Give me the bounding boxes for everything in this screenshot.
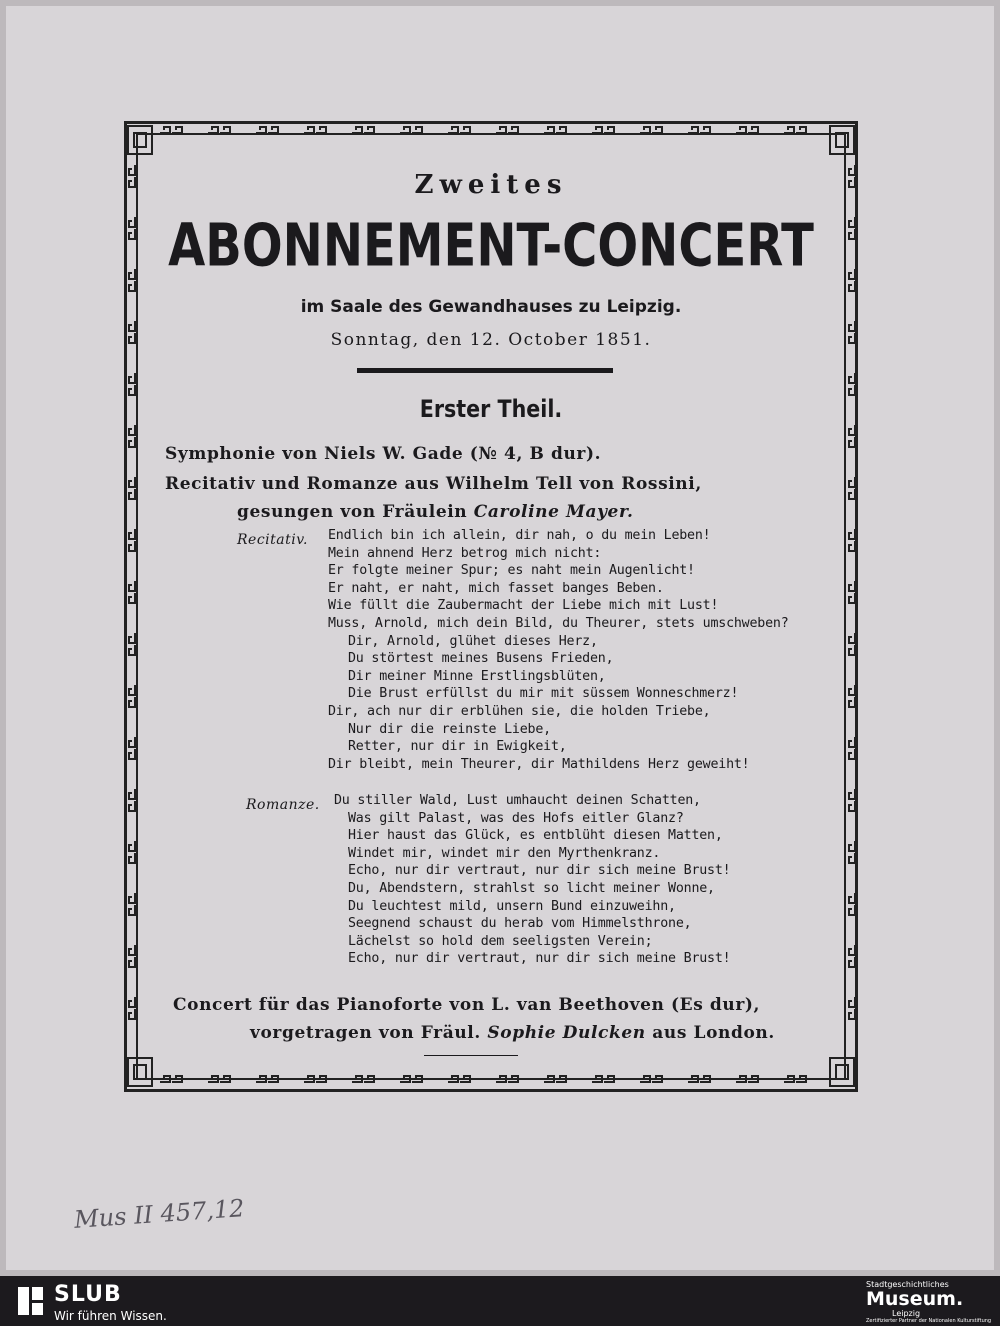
romanze-line: Seegnend schaust du herab vom Himmelsthrone,: [348, 916, 692, 932]
recitativ-line: Wie füllt die Zaubermacht der Liebe mich mit Lust!: [328, 598, 719, 614]
romanze-line: Echo, nur dir vertraut, nur dir sich meine Brust!: [348, 951, 731, 967]
romanze-line: Du, Abendstern, strahlst so licht meiner Wonne,: [348, 881, 715, 896]
recitativ-line: Du störtest meines Busens Frieden,: [348, 651, 614, 667]
recitativ-line: Muss, Arnold, mich dein Bild, du Theurer, stets umschweben?: [328, 616, 789, 631]
museum-certification: Zertifizierter Partner der Nationalen Kulturstiftung: [866, 1318, 992, 1324]
recitativ-line: Mein ahnend Herz betrog mich nicht:: [328, 545, 602, 561]
program-item-3b-text: vorgetragen von Fräul.: [250, 1023, 481, 1043]
program-item-2a: Recitativ und Romanze aus Wilhelm Tell von Rossini,: [165, 474, 702, 494]
museum-name: Museum.: [866, 1288, 964, 1310]
recitativ-line: Die Brust erfüllst du mir mit süssem Wonneschmerz!: [348, 686, 739, 702]
footer-bar: [0, 1276, 1000, 1326]
recitativ-line: Nur dir die reinste Liebe,: [348, 721, 551, 737]
recitativ-label: Recitativ.: [237, 532, 308, 548]
romanze-line: Hier haust das Glück, es entblüht diesen Matten,: [348, 828, 723, 844]
singer-name: Caroline Mayer.: [473, 502, 634, 522]
program-item-3c-text: aus London.: [652, 1023, 775, 1043]
slub-tagline: Wir führen Wissen.: [54, 1309, 167, 1323]
slub-name: SLUB: [54, 1282, 122, 1307]
heading-title: ABONNEMENT-CONCERT: [168, 212, 814, 281]
performer-name: Sophie Dulcken: [487, 1023, 646, 1043]
handwritten-shelfmark: Mus II 457,12: [73, 1194, 246, 1234]
romanze-label: Romanze.: [246, 797, 320, 813]
slub-logo-icon: [16, 1285, 46, 1317]
program-item-2b-text: gesungen von Fräulein: [237, 502, 468, 522]
divider-rule: [357, 368, 613, 373]
program-item-2b: [237, 502, 634, 522]
romanze-line: Echo, nur dir vertraut, nur dir sich meine Brust!: [348, 863, 731, 879]
romanze-line: Du stiller Wald, Lust umhaucht deinen Schatten,: [334, 793, 701, 808]
program-item-3a: Concert für das Pianoforte von L. van Beethoven (Es dur),: [173, 995, 761, 1015]
romanze-line: Du leuchtest mild, unsern Bund einzuweihn,: [348, 898, 676, 914]
part-heading: Erster Theil.: [419, 395, 563, 423]
recitativ-line: Dir, Arnold, glühet dieses Herz,: [348, 633, 598, 649]
program-item-3b: [250, 1023, 775, 1043]
museum-city: Leipzig: [892, 1309, 921, 1318]
closing-rule: [424, 1055, 518, 1056]
venue-line: im Saale des Gewandhauses zu Leipzig.: [300, 297, 682, 317]
recitativ-line: Retter, nur dir in Ewigkeit,: [348, 739, 567, 755]
recitativ-line: Dir bleibt, mein Theurer, dir Mathildens Herz geweiht!: [328, 756, 750, 772]
recitativ-line: Dir, ach nur dir erblühen sie, die holden Triebe,: [328, 704, 711, 719]
romanze-line: Lächelst so hold dem seeligsten Verein;: [348, 933, 653, 949]
recitativ-line: Endlich bin ich allein, dir nah, o du mein Leben!: [328, 528, 711, 543]
program-item-1: Symphonie von Niels W. Gade (№ 4, B dur).: [165, 444, 602, 464]
romanze-line: Was gilt Palast, was des Hofs eitler Glanz?: [348, 810, 684, 826]
recitativ-line: Er naht, er naht, mich fasset banges Beben.: [328, 580, 664, 596]
romanze-line: Windet mir, windet mir den Myrthenkranz.: [348, 845, 661, 861]
heading-zweites: Zweites: [414, 170, 568, 200]
recitativ-line: Er folgte meiner Spur; es naht mein Augenlicht!: [328, 563, 695, 579]
date-line: Sonntag, den 12. October 1851.: [330, 330, 652, 350]
recitativ-line: Dir meiner Minne Erstlingsblüten,: [348, 668, 606, 684]
museum-label-small: Stadtgeschichtliches: [866, 1280, 949, 1289]
